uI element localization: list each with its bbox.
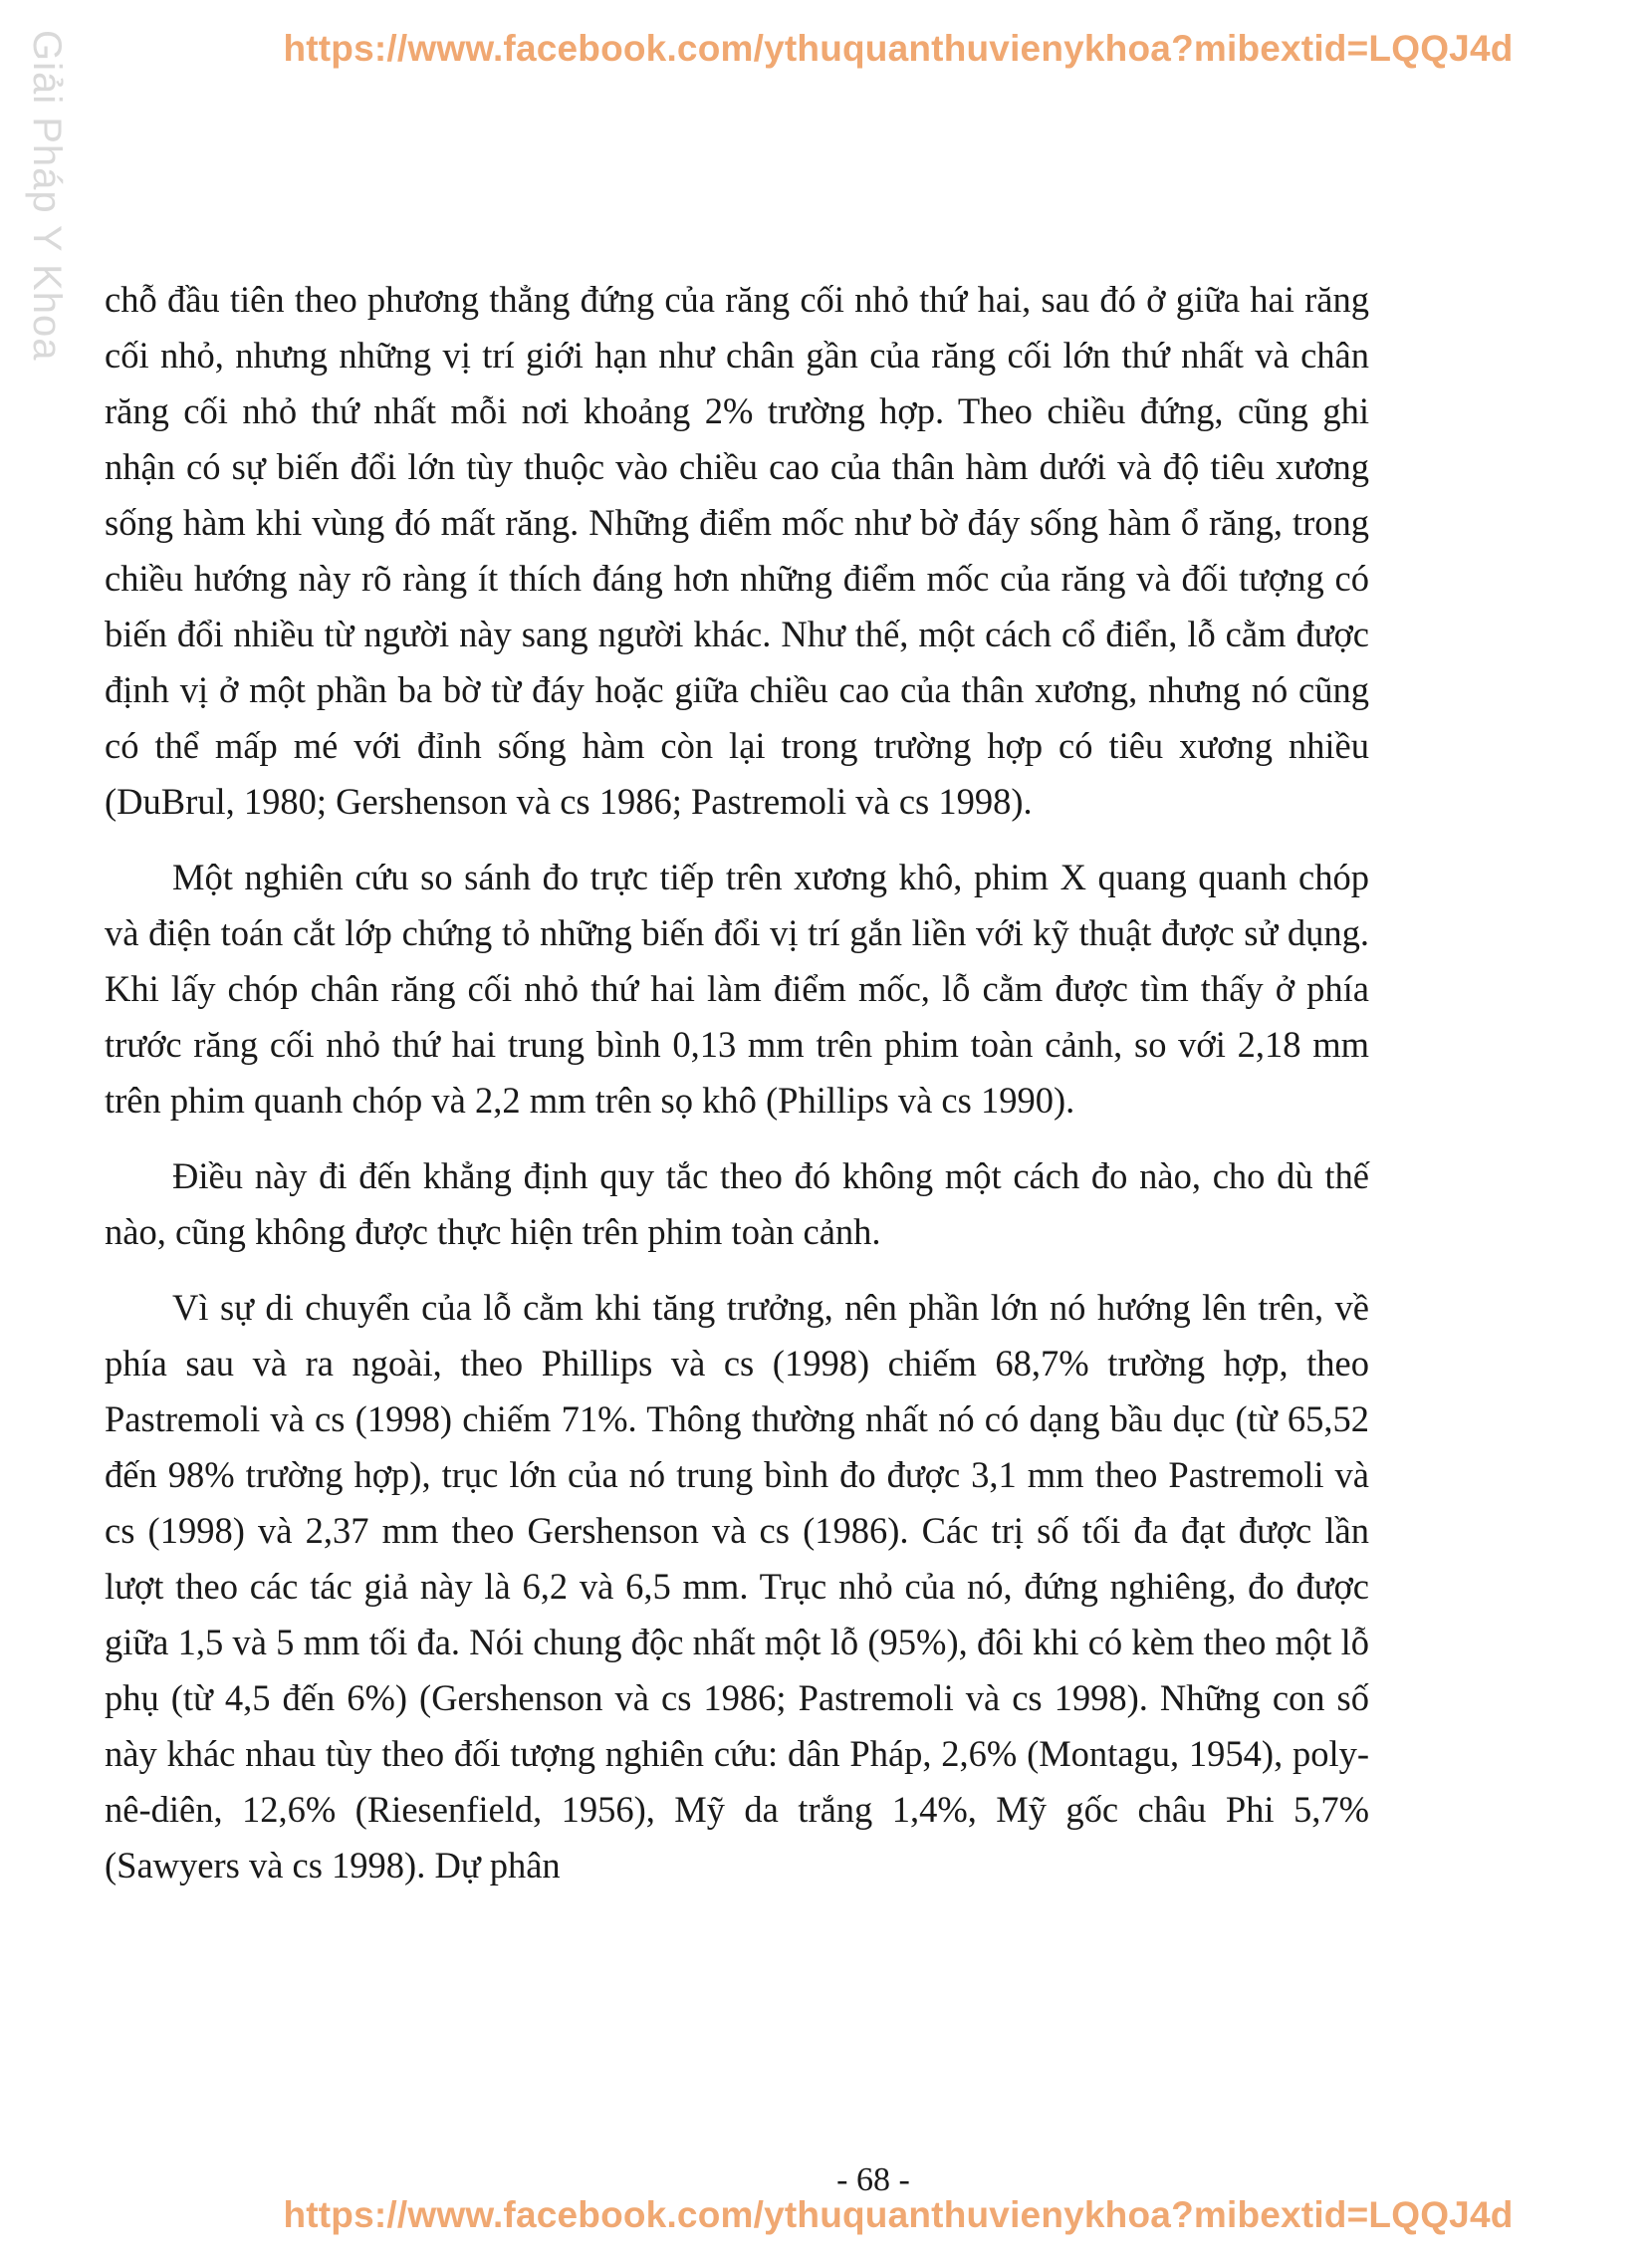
paragraph-4: Vì sự di chuyển của lỗ cằm khi tăng trưởng, nên phần lớn nó hướng lên trên, về phía sau và ra ngoài, theo Phillips và cs (1998) chiếm 68,7% trường hợp, theo Pastremoli và cs (1998) chiếm 71%. Thông thường nhất nó có dạng bầu dục (từ 65,52 đến 98% trường hợp), trục lớn của nó trung bình đo được 3,1 mm theo Pastremoli và cs (1998) và 2,37 mm theo Gershenson và cs (1986). Các trị số tối đa đạt được lần lượt theo các tác giả này là 6,2 và 6,5 mm. Trục nhỏ của nó, đứng nghiêng, đo được giữa 1,5 và 5 mm tối đa. Nói chung độc nhất một lỗ (95%), đôi khi có kèm theo một lỗ phụ (từ 4,5 đến 6%) (Gershenson và cs 1986; Pastremoli và cs 1998). Những con số này khác nhau tùy theo đối tượng nghiên cứu: dân Pháp, 2,6% (Montagu, 1954), poly-nê-diên, 12,6% (Riesenfield, 1956), Mỹ da trắng 1,4%, Mỹ gốc châu Phi 5,7% (Sawyers và cs 1998). Dự phân <box>105 1287 1369 1886</box>
watermark-url-bottom: https://www.facebook.com/ythuquanthuvienykhoa?mibextid=LQQJ4d <box>283 2194 1514 2235</box>
paragraph-3: Điều này đi đến khẳng định quy tắc theo đó không một cách đo nào, cho dù thế nào, cũng không được thực hiện trên phim toàn cảnh. <box>105 1155 1369 1252</box>
paragraph-1: chỗ đầu tiên theo phương thẳng đứng của răng cối nhỏ thứ hai, sau đó ở giữa hai răng cối nhỏ, nhưng những vị trí giới hạn như chân gần của răng cối lớn thứ nhất và chân răng cối nhỏ thứ nhất mỗi nơi khoảng 2% trường hợp. Theo chiều đứng, cũng ghi nhận có sự biến đổi lớn tùy thuộc vào chiều cao của thân hàm dưới và độ tiêu xương sống hàm khi vùng đó mất răng. Những điểm mốc như bờ đáy sống hàm ổ răng, trong chiều hướng này rõ ràng ít thích đáng hơn những điểm mốc của răng và đối tượng có biến đổi nhiều từ người này sang người khác. Như thế, một cách cổ điển, lỗ cằm được định vị ở một phần ba bờ từ đáy hoặc giữa chiều cao của thân xương, nhưng nó cũng có thể mấp mé với đỉnh sống hàm còn lại trong trường hợp có tiêu xương nhiều (DuBrul, 1980; Gershenson và cs 1986; Pastremoli và cs 1998). <box>105 279 1369 822</box>
page-number: - 68 - <box>836 2161 910 2198</box>
page-body <box>105 272 1369 1913</box>
paragraph-2: Một nghiên cứu so sánh đo trực tiếp trên xương khô, phim X quang quanh chóp và điện toán cắt lớp chứng tỏ những biến đổi vị trí gắn liền với kỹ thuật được sử dụng. Khi lấy chóp chân răng cối nhỏ thứ hai làm điểm mốc, lỗ cằm được tìm thấy ở phía trước răng cối nhỏ thứ hai trung bình 0,13 mm trên phim toàn cảnh, so với 2,18 mm trên phim quanh chóp và 2,2 mm trên sọ khô (Phillips và cs 1990). <box>105 857 1369 1121</box>
side-watermark: Giải Pháp Y Khoa <box>25 30 69 362</box>
watermark-url-top: https://www.facebook.com/ythuquanthuvienykhoa?mibextid=LQQJ4d <box>283 28 1514 69</box>
